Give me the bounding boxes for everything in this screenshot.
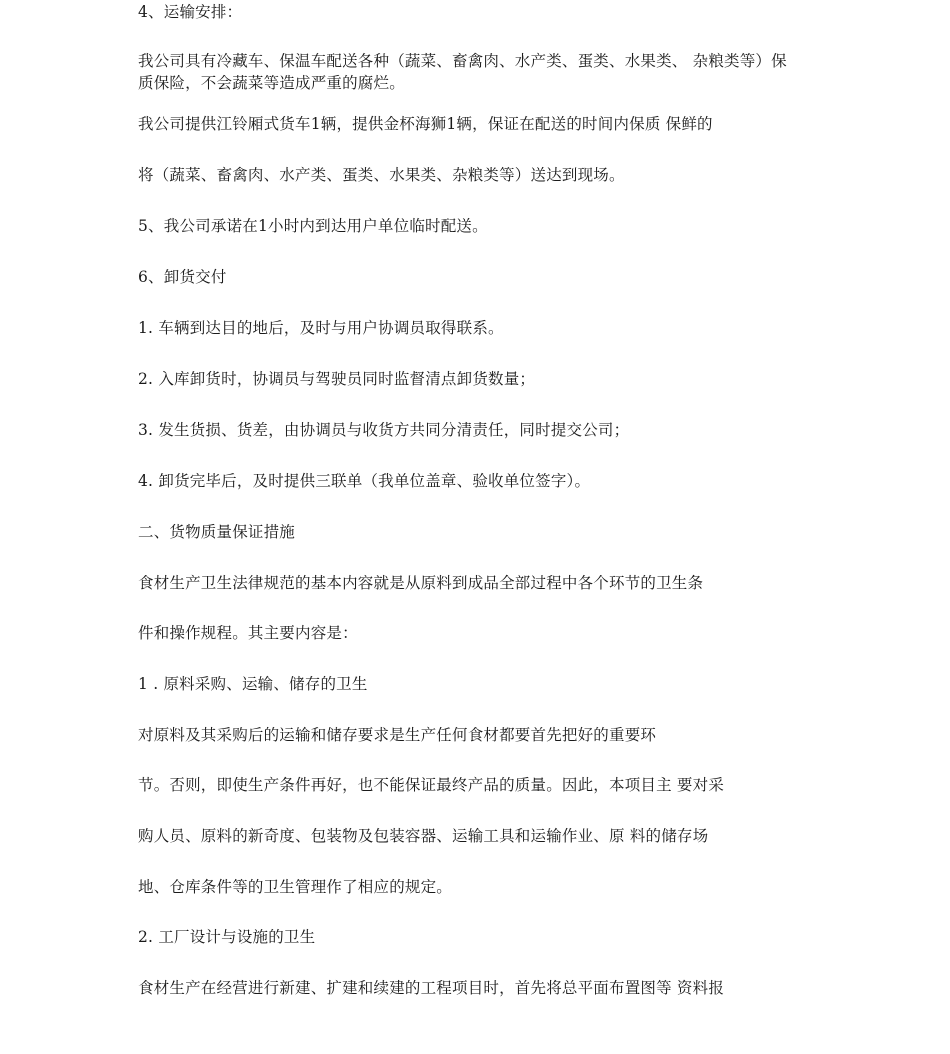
paragraph-raw-materials-3: 购人员、原料的新奇度、包装物及包装容器、运输工具和运输作业、原 料的储存场 xyxy=(138,827,709,845)
list-item-2: 2. 入库卸货时，协调员与驾驶员同时监督清点卸货数量； xyxy=(138,370,536,388)
paragraph-raw-materials-4: 地、仓库条件等的卫生管理作了相应的规定。 xyxy=(138,878,453,896)
paragraph-raw-materials-2: 节。否则，即使生产条件再好，也不能保证最终产品的质量。因此，本项目主 要对采 xyxy=(138,776,725,794)
paragraph-trucks: 我公司提供江铃厢式货车1辆，提供金杯海狮1辆，保证在配送的时间内保质 保鲜的 xyxy=(138,115,713,133)
list-item-4: 4. 卸货完毕后，及时提供三联单（我单位盖章、验收单位签字）。 xyxy=(138,472,591,490)
paragraph-factory-design-1: 食材生产在经营进行新建、扩建和续建的工程项目时，首先将总平面布置图等 资料报 xyxy=(138,979,725,997)
paragraph-delivery: 将（蔬菜、畜禽肉、水产类、蛋类、水果类、杂粮类等）送达到现场。 xyxy=(138,166,625,184)
section-heading-quality: 二、货物质量保证措施 xyxy=(138,523,296,541)
section-heading-promise: 5、我公司承诺在1小时内到达用户单位临时配送。 xyxy=(138,217,488,235)
paragraph-vehicles: 我公司具有冷藏车、保温车配送各种（蔬菜、畜禽肉、水产类、蛋类、水果类、 杂粮类等）保质保险，不会蔬菜等造成严重的腐烂。 xyxy=(138,52,787,92)
section-heading-unloading: 6、卸货交付 xyxy=(138,268,227,286)
paragraph-raw-materials-1: 对原料及其采购后的运输和储存要求是生产任何食材都要首先把好的重要环 xyxy=(138,726,657,744)
paragraph-regulation-2: 件和操作规程。其主要内容是： xyxy=(138,624,358,642)
list-item-3: 3. 发生货损、货差，由协调员与收货方共同分清责任，同时提交公司； xyxy=(138,421,630,439)
list-item-1: 1. 车辆到达目的地后，及时与用户协调员取得联系。 xyxy=(138,319,504,337)
subheading-factory-design: 2. 工厂设计与设施的卫生 xyxy=(138,928,316,946)
paragraph-regulation-1: 食材生产卫生法律规范的基本内容就是从原料到成品全部过程中各个环节的卫生条 xyxy=(138,574,704,592)
section-heading-transport: 4、运输安排： xyxy=(138,3,243,21)
subheading-raw-materials: 1 . 原料采购、运输、储存的卫生 xyxy=(138,675,368,693)
